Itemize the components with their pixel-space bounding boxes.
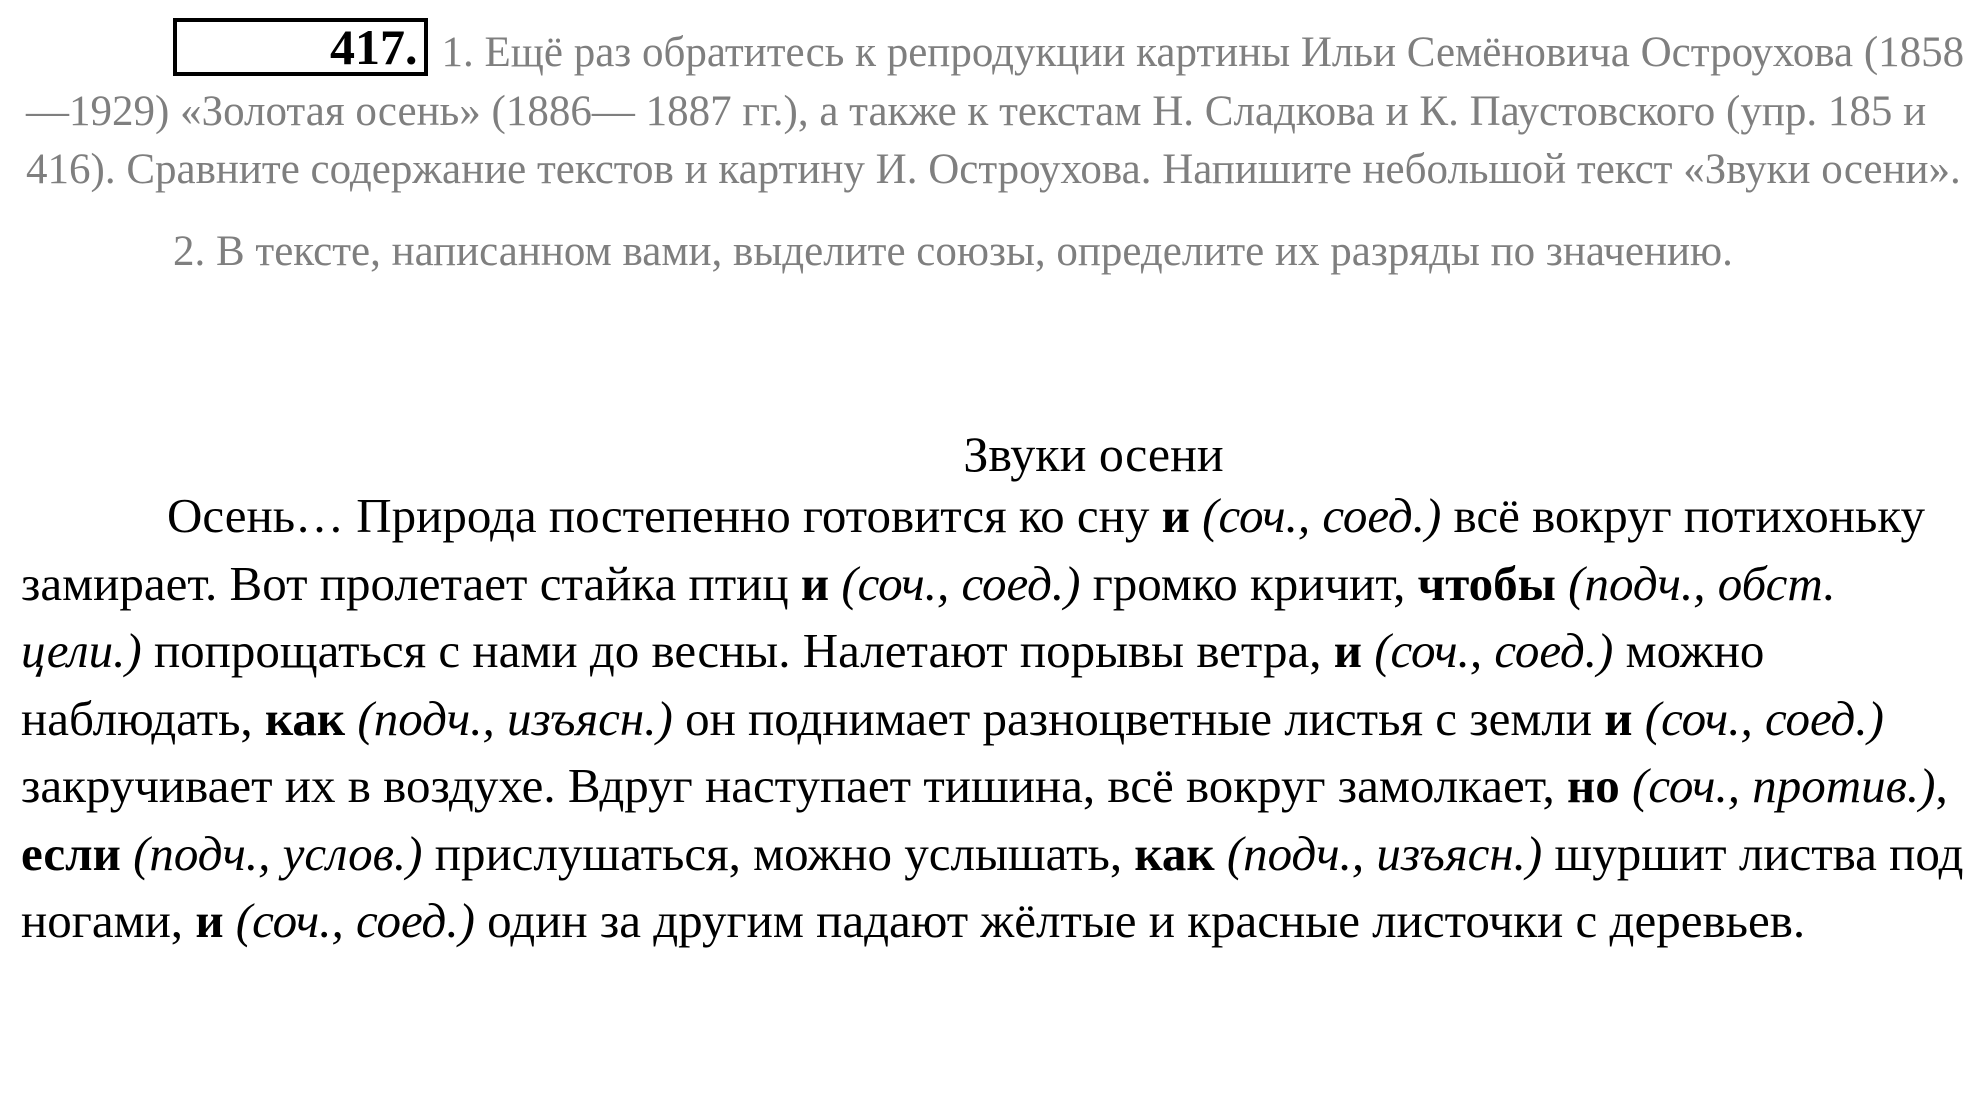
- essay-title: Звуки осени: [963, 426, 1224, 482]
- conjunction-annotation: (подч., изъясн.): [1226, 825, 1543, 881]
- essay-text: он поднимает разноцветные листья с земли: [672, 690, 1605, 746]
- assignment-part-1: [26, 20, 1966, 200]
- conjunction: но: [1567, 758, 1620, 813]
- essay-body: [21, 482, 1966, 955]
- conjunction-annotation: (соч., соед.): [1374, 623, 1614, 678]
- conjunction-annotation: (подч., услов.): [133, 825, 423, 881]
- essay-text: ,: [1935, 758, 1948, 813]
- essay-text: прислушаться, можно услышать,: [422, 825, 1135, 881]
- conjunction-annotation: (соч., соед.): [841, 555, 1081, 611]
- exercise-number: 417.: [173, 18, 428, 76]
- conjunction-annotation: (подч., обст. цели.): [21, 555, 1836, 678]
- essay: [21, 426, 1966, 955]
- conjunction: если: [21, 825, 121, 881]
- essay-text: можно наблюдать,: [21, 623, 1765, 746]
- conjunction: и: [1333, 623, 1362, 678]
- essay-text: один за другим падают жёлтые и красные листочки с деревьев.: [474, 893, 1806, 948]
- essay-text: всё вокруг потихоньку замирает. Вот пролетает стайка птиц: [21, 488, 1925, 611]
- conjunction: чтобы: [1417, 555, 1556, 611]
- conjunction: и: [1604, 690, 1633, 746]
- assignment-part-1-text: 1. Ещё раз обратитесь к репродукции картины Ильи Семёновича Остроухова (1858—1929) «Золотая осень» (1886— 1887 гг.), а также к текстам Н. Сладкова и К. Паустовского (упр. 185 и 416). Сравните содержание текстов и картину И. Остроухова. Напишите небольшой текст «Звуки осени».: [26, 29, 1965, 193]
- conjunction-annotation: (подч., изъясн.): [357, 690, 673, 746]
- essay-text: закручивает их в воздухе. Вдруг наступает тишина, всё вокруг замолкает,: [21, 758, 1568, 813]
- conjunction-annotation: (соч., против.): [1632, 758, 1936, 813]
- essay-text: попрощаться с нами до весны. Налетают порывы ветра,: [141, 623, 1334, 678]
- conjunction: как: [264, 690, 346, 746]
- essay-text: шуршит листва под ногами,: [21, 825, 1964, 948]
- conjunction: и: [800, 555, 830, 611]
- exercise-assignment: [26, 20, 1966, 281]
- conjunction-annotation: (соч., соед.): [235, 893, 475, 948]
- conjunction-annotation: (соч., соед.): [1644, 690, 1884, 746]
- conjunction: как: [1134, 825, 1215, 881]
- conjunction: и: [195, 893, 224, 948]
- essay-text: Осень… Природа постепенно готовится ко сну: [167, 488, 1162, 543]
- essay-text: громко кричит,: [1080, 555, 1418, 611]
- conjunction: и: [1161, 488, 1190, 543]
- assignment-part-2: 2. В тексте, написанном вами, выделите союзы, определите их разряды по значению.: [173, 227, 1733, 275]
- conjunction-annotation: (соч., соед.): [1202, 488, 1442, 543]
